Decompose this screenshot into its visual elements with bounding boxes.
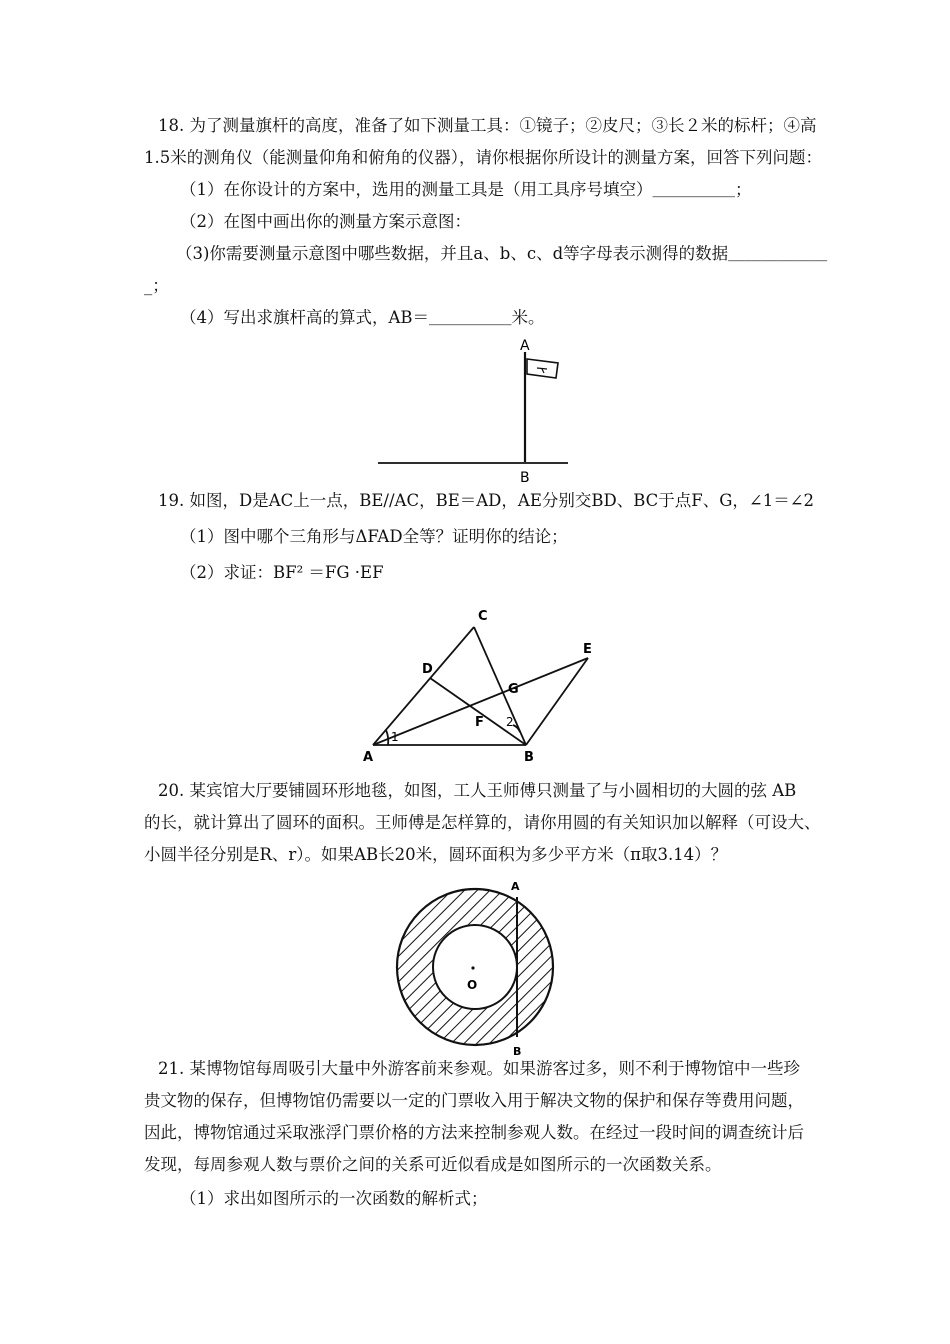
angle-2-arc — [513, 725, 520, 732]
label-o: O — [467, 978, 478, 992]
q18-line-2: 1.5米的测角仪（能测量仰角和俯角的仪器），请你根据你所设计的测量方案，回答下列问题： — [144, 148, 822, 167]
label-e: E — [583, 642, 592, 657]
q19-line-3: （2）求证：BF² ＝FG ·EF — [180, 563, 384, 582]
triangle-figure — [360, 595, 605, 767]
q18-line-5: （3)你需要测量示意图中哪些数据，并且a、b、c、d等字母表示测得的数据＿＿＿＿＿＿ — [176, 244, 828, 263]
label-b: B — [513, 1045, 522, 1057]
center-point — [471, 966, 474, 969]
annulus-figure — [390, 875, 560, 1057]
label-d: D — [422, 662, 433, 677]
q19-line-1: 19. 如图，D是AC上一点，BE//AC，BE＝AD，AE分别交BD、BC于点F、G，∠1＝∠2 — [158, 491, 815, 510]
label-b: B — [524, 750, 534, 765]
q21-line-1: 21. 某博物馆每周吸引大量中外游客前来参观。如果游客过多，则不利于博物馆中一些珍 — [158, 1059, 800, 1078]
q18-line-1: 18. 为了测量旗杆的高度，准备了如下测量工具：①镜子；②皮尺；③长２米的标杆；④高 — [158, 116, 817, 135]
flagpole-figure — [370, 332, 580, 490]
label-b: B — [520, 470, 530, 486]
flag-mark — [537, 368, 547, 373]
label-g: G — [508, 682, 519, 697]
q20-line-2: 的长，就计算出了圆环的面积。王师傅是怎样算的，请你用圆的有关知识加以解释（可设大、 — [144, 813, 821, 832]
q18-line-7: （4）写出求旗杆高的算式，AB＝＿＿＿＿＿米。 — [180, 308, 545, 327]
q20-line-1: 20. 某宾馆大厅要铺圆环形地毯，如图，工人王师傅只测量了与小圆相切的大圆的弦 AB — [158, 781, 797, 800]
label-c: C — [478, 609, 488, 624]
segment-ae — [373, 658, 588, 745]
q21-line-5: （1）求出如图所示的一次函数的解析式； — [180, 1189, 488, 1208]
q20-line-3: 小圆半径分别是R、r）。如果AB长20米，圆环面积为多少平方米（π取3.14）？ — [144, 845, 728, 864]
label-a: A — [511, 880, 520, 893]
segment-ac — [373, 627, 474, 745]
q21-line-2: 贵文物的保存，但博物馆仍需要以一定的门票收入用于解决文物的保护和保存等费用问题， — [144, 1091, 804, 1110]
q21-line-3: 因此，博物馆通过采取涨浮门票价格的方法来控制参观人数。在经过一段时间的调查统计后 — [144, 1123, 804, 1142]
label-f: F — [475, 715, 484, 730]
q18-line-6: _； — [144, 276, 169, 295]
label-angle-1: 1 — [391, 730, 399, 744]
q19-line-2: （1）图中哪个三角形与ΔFAD全等？证明你的结论； — [180, 527, 568, 546]
label-angle-2: 2 — [506, 715, 514, 729]
q21-line-4: 发现，每周参观人数与票价之间的关系可近似看成是如图所示的一次函数关系。 — [144, 1155, 722, 1174]
q18-line-4: （2）在图中画出你的测量方案示意图： — [180, 212, 471, 231]
label-a: A — [520, 338, 530, 354]
label-a: A — [363, 750, 374, 765]
angle-1-arc — [386, 730, 388, 745]
inner-circle — [433, 925, 517, 1009]
q18-line-3: （1）在你设计的方案中，选用的测量工具是（用工具序号填空）＿＿＿＿＿； — [180, 180, 752, 199]
